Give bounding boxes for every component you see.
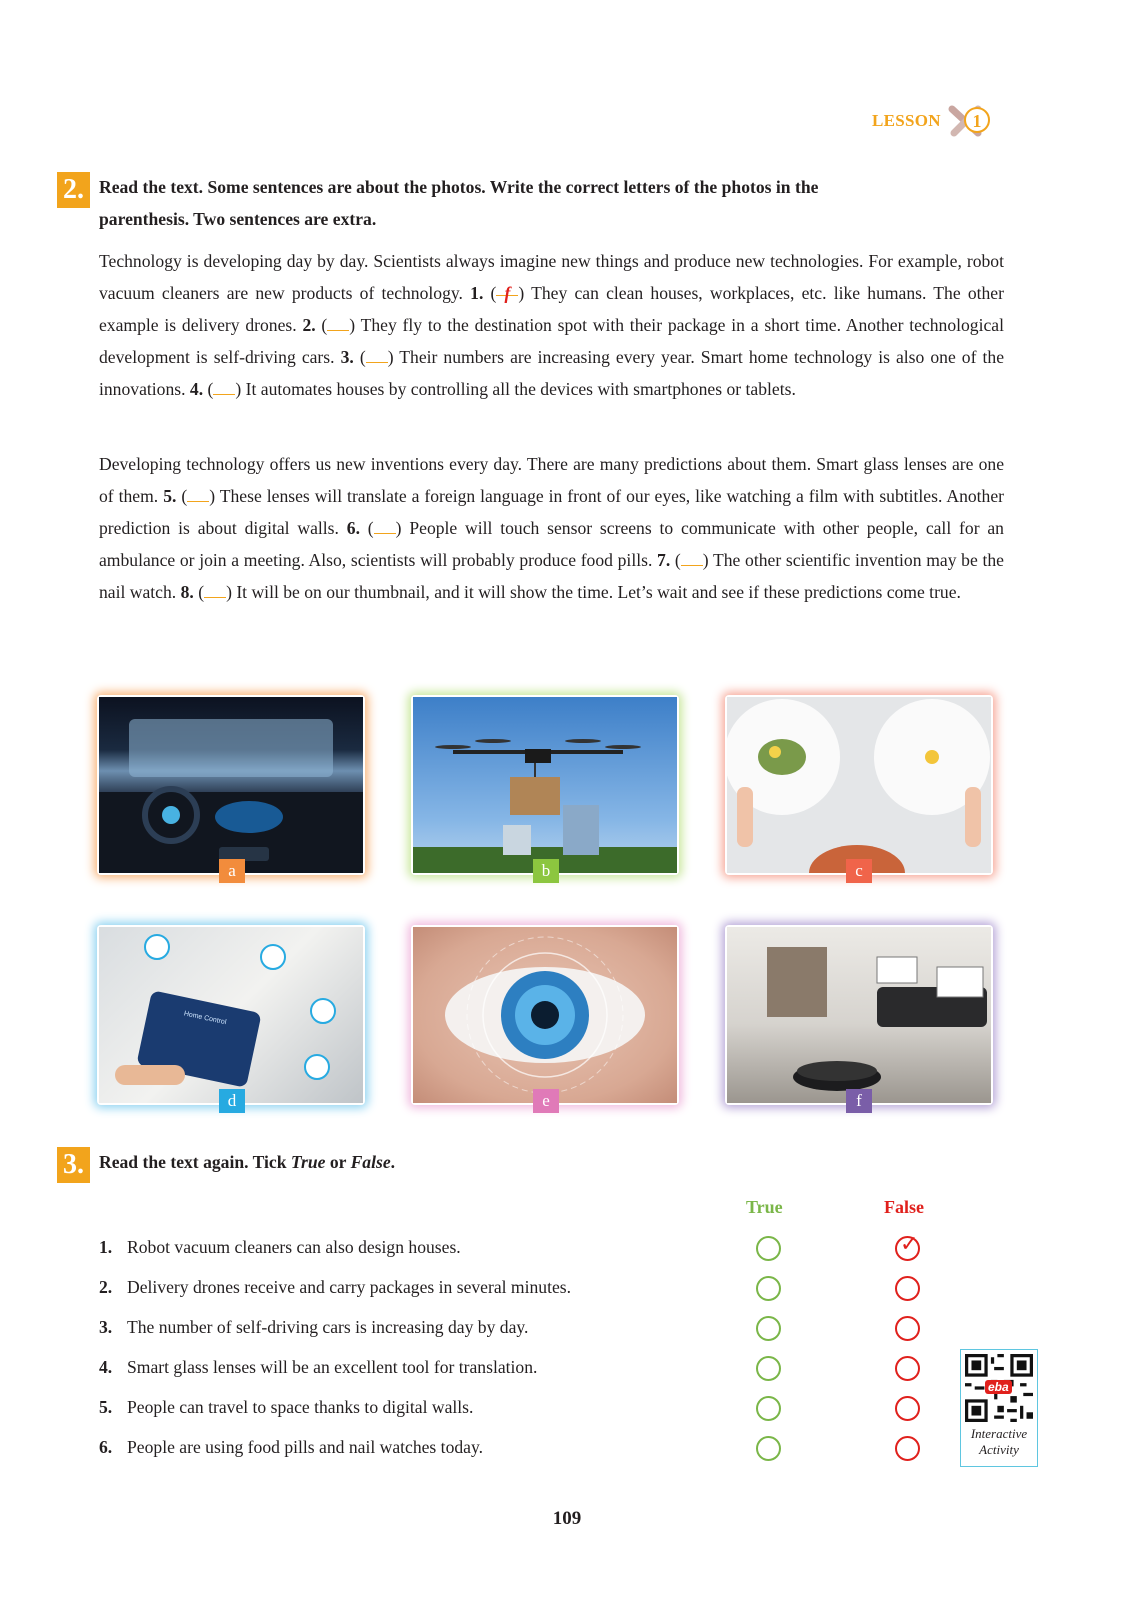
text-segment: with smartphones or tablets. [597,379,796,399]
text-segment: food pills. [580,550,653,570]
blank-number: 1. [470,283,484,303]
statement-5 [99,1397,473,1418]
blank-number: 3. [340,347,354,367]
false-radio-4[interactable] [895,1356,920,1381]
answer-blank-5[interactable] [187,483,209,502]
false-radio-1[interactable] [895,1232,920,1261]
plates-illustration [727,697,991,873]
instruction-true: True [290,1152,326,1172]
text-segment: It automates houses by controlling all the devices [245,379,594,399]
exercise-2-instruction-line2: parenthesis. Two sentences are extra. [99,209,377,229]
instruction-text: Read the text again. Tick [99,1152,291,1172]
text-segment: example, robot vacuum cleaners are new products of technology. [99,251,1004,303]
statement-number: 1. [99,1237,113,1257]
text-segment: to communicate with other people, call for an ambulance or join a meeting. Also, scientists will probably produce [99,518,1004,570]
vacuum-illustration [727,927,991,1103]
photo-label-b: b [533,859,559,883]
lesson-label: LESSON [872,111,941,130]
eba-logo: eba [985,1380,1012,1394]
reading-paragraph-1: Technology is developing day by day. Scientists always imagine new things and produce new technologies. For example, robot vacuum cleaners are new products of technology. 1. ( f ) They can clean houses, workplaces, etc. like humans. The other example is delivery drones. 2. ( ) They fly to the destination spot with their package in a short time. Another technological development is self-driving cars. 3. ( ) Their numbers are increasing every year. Smart home technology is also one of the innovations. 4. ( ) It automates houses by controlling all the devices with smartphones or tablets. [99,251,1004,399]
false-column-header: False [884,1197,924,1217]
text-segment: They can clean houses, workplaces, etc. [531,283,827,303]
text-segment: Technology is developing day by day. Scientists always imagine new things and produce new technologies. For [99,251,893,271]
true-radio-6[interactable] [756,1436,781,1461]
statement-number: 2. [99,1277,113,1297]
true-radio-4[interactable] [756,1356,781,1381]
exercise-3-number: 3. [57,1147,90,1183]
photo-a-self-driving-car [99,697,363,873]
statement-number: 5. [99,1397,113,1417]
answer-blank-7[interactable] [681,547,703,566]
drone-illustration [413,697,677,873]
text-segment: They fly to the destination spot with their package in a [360,315,759,335]
text-segment: The other scientific invention may be the nail watch. [99,550,1004,602]
text-segment: watching a film with subtitles. Another prediction is about digital walls. [99,486,1005,538]
statement-text: Delivery drones receive and carry packages in several minutes. [127,1277,572,1297]
statement-number: 6. [99,1437,113,1457]
text-segment: These lenses will translate a foreign language in front of our eyes, like [219,486,722,506]
false-radio-6[interactable] [895,1436,920,1461]
text-segment: Developing technology offers us new inventions every day. There are many predictions about them. Smart [99,454,859,474]
statement-2 [99,1277,571,1298]
instruction-false: False [350,1152,391,1172]
lesson-number: 1 [964,107,990,133]
true-radio-5[interactable] [756,1396,781,1421]
photo-c-food-pills [727,697,991,873]
text-segment: Their numbers are increasing every year. [399,347,695,367]
photo-b-delivery-drone [413,697,677,873]
blank-number: 5. [163,486,177,506]
blank-number: 2. [302,315,316,335]
true-radio-2[interactable] [756,1276,781,1301]
statement-number: 4. [99,1357,113,1377]
exercise-2-number: 2. [57,172,90,208]
qr-caption-line2: Activity [979,1442,1019,1457]
statement-text: Smart glass lenses will be an excellent tool for translation. [127,1357,538,1377]
statement-number: 3. [99,1317,113,1337]
blank-number: 6. [346,518,360,538]
true-column-header: True [746,1197,783,1217]
statement-1 [99,1237,461,1258]
text-segment: It will be on our thumbnail, and it [236,582,474,602]
statement-text: Robot vacuum cleaners can also design houses. [127,1237,461,1257]
photo-label-d: d [219,1089,245,1113]
answer-blank-4[interactable] [213,376,235,395]
statement-4 [99,1357,537,1378]
answer-blank-8[interactable] [204,579,226,598]
text-segment: will show the time. Let’s wait and see if these predictions come true. [478,582,961,602]
car-dashboard-illustration [99,697,363,873]
photo-f-robot-vacuum [727,927,991,1103]
true-radio-3[interactable] [756,1316,781,1341]
instruction-text: or [325,1152,351,1172]
reading-paragraph-2: Developing technology offers us new inventions every day. There are many predictions about them. Smart glass lenses are one of them. 5. ( ) These lenses will translate a foreign language in front of our eyes, like watching a film with subtitles. Another prediction is about digital walls. 6. ( ) People will touch sensor screens to communicate with other people, call for an ambulance or join a meeting. Also, scientists will probably produce food pills. 7. ( ) The other scientific invention may be the nail watch. 8. ( ) It will be on our thumbnail, and it will show the time. Let’s wait and see if these predictions come true. [99,454,1005,602]
instruction-text: . [390,1152,396,1172]
answer-blank-3[interactable] [366,344,388,363]
answer-blank-6[interactable] [374,515,396,534]
false-radio-3[interactable] [895,1316,920,1341]
eye-illustration [413,927,677,1103]
photo-label-e: e [533,1089,559,1113]
exercise-2-instruction-line1: Read the text. Some sentences are about the photos. Write the correct letters of the photos in the [99,177,819,197]
interactive-activity-qr[interactable] [960,1349,1038,1467]
tablet-screen-title: Home Control [183,1010,227,1027]
false-radio-2[interactable] [895,1276,920,1301]
text-segment: Smart home technology is also one of the innovations. [99,347,1004,399]
text-segment: glass lenses are one of them. [99,454,1005,506]
statement-text: People can travel to space thanks to digital walls. [127,1397,474,1417]
photo-d-smart-home [99,927,363,1103]
photo-e-smart-lens [413,927,677,1103]
blank-number: 8. [180,582,194,602]
qr-caption-line1: Interactive [970,1426,1028,1441]
photo-label-a: a [219,859,245,883]
photo-label-c: c [846,859,872,883]
checkmark-icon: ✓ [900,1232,919,1257]
photo-label-f: f [846,1089,872,1113]
statement-text: The number of self-driving cars is increasing day by day. [127,1317,529,1337]
statement-6 [99,1437,483,1458]
answer-blank-2[interactable] [327,312,349,331]
blank-number: 7. [657,550,671,570]
text-segment: People will touch sensor screens [409,518,652,538]
statement-3 [99,1317,528,1338]
answer-1-text: f [504,283,511,303]
text-segment: like humans. The other example is delivery drones. [99,283,1004,335]
statement-text: People are using food pills and nail watches today. [127,1437,484,1457]
exercise-3-instruction [99,1146,395,1178]
tablet-illustration [99,927,363,1103]
false-radio-5[interactable] [895,1396,920,1421]
answer-blank-1[interactable] [496,277,518,303]
blank-number: 4. [189,379,204,399]
lesson-badge [872,103,1012,139]
true-radio-1[interactable] [756,1236,781,1261]
text-segment: short time. Another technological development is self-driving cars. [99,315,1004,367]
page-number: 109 [552,1508,582,1529]
